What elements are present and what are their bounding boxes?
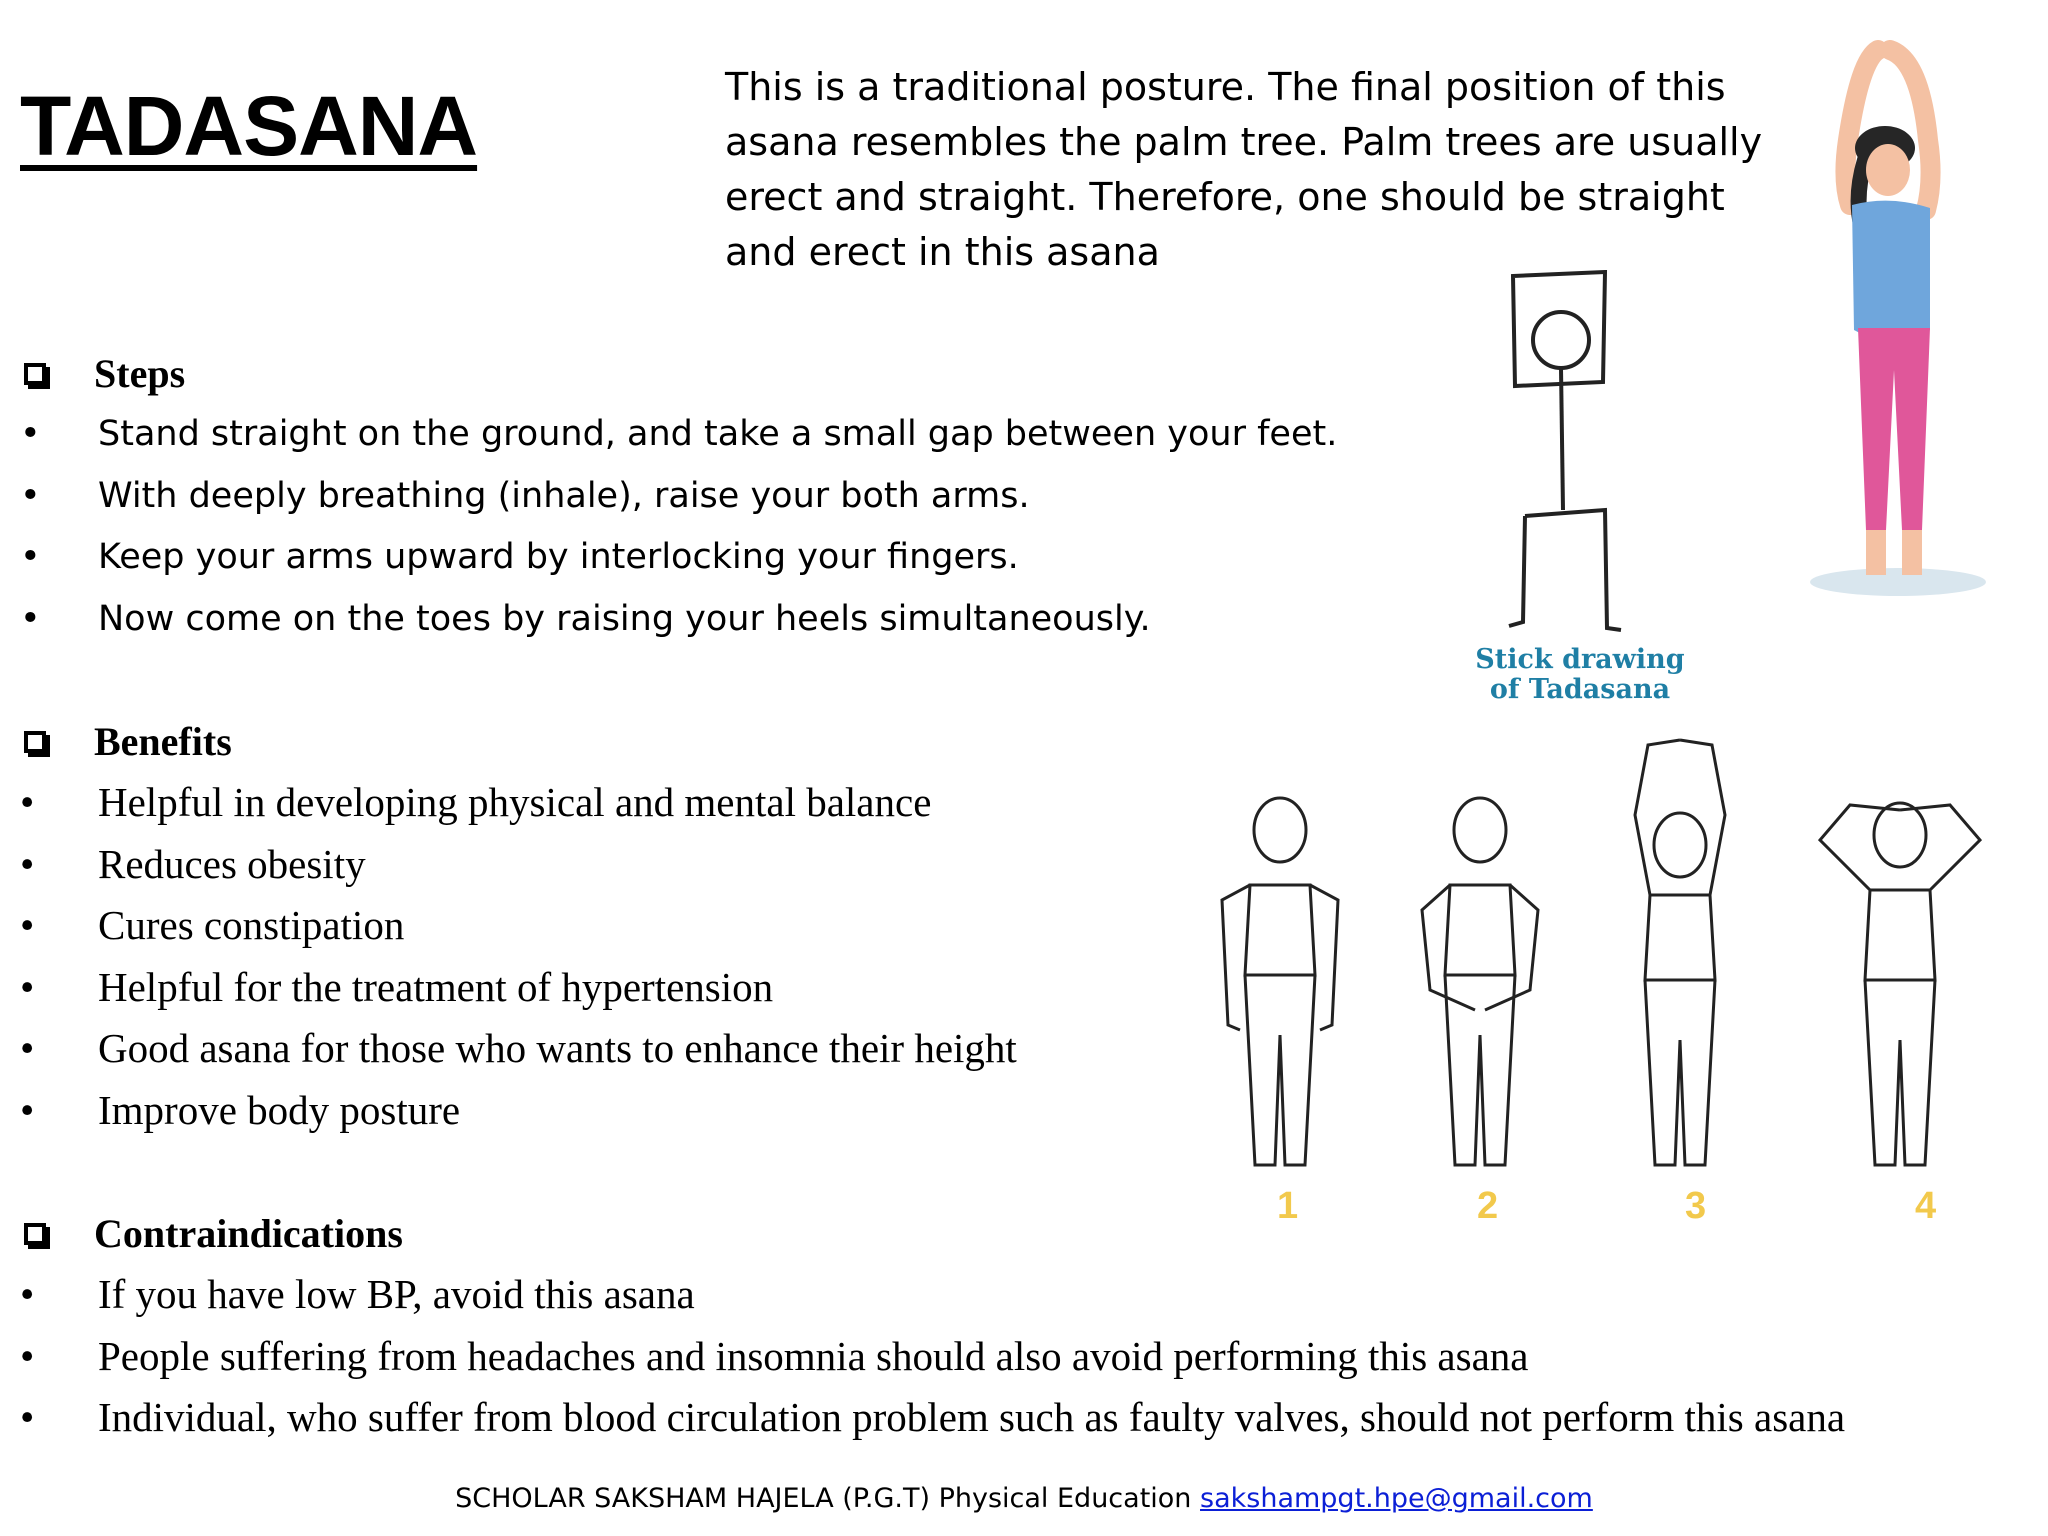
benefits-list bbox=[20, 772, 1017, 1141]
checkbox-bullet-icon bbox=[24, 363, 46, 385]
bullet-icon: • bbox=[20, 963, 35, 1010]
contraindications-heading-label: Contraindications bbox=[94, 1211, 403, 1256]
benefits-heading bbox=[20, 718, 232, 766]
list-item: • Stand straight on the ground, and take a small gap between your feet. bbox=[20, 404, 1337, 466]
posture-number-3: 3 bbox=[1685, 1185, 1707, 1227]
bullet-icon: • bbox=[20, 414, 41, 454]
list-item: • Keep your arms upward by interlocking your fingers. bbox=[20, 527, 1337, 589]
list-item: • Good asana for those who wants to enhance their height bbox=[20, 1018, 1017, 1080]
contraindications-list bbox=[20, 1264, 1845, 1449]
posture-figure-1 bbox=[1222, 798, 1338, 1165]
posture-figure-3 bbox=[1635, 740, 1725, 1165]
list-item: • Helpful in developing physical and mental balance bbox=[20, 772, 1017, 834]
posture-sequence-drawings bbox=[1200, 735, 2040, 1180]
bullet-icon: • bbox=[20, 779, 35, 825]
bullet-icon: • bbox=[20, 598, 41, 639]
bullet-icon: • bbox=[20, 1332, 35, 1379]
footer-credit bbox=[0, 1483, 2048, 1514]
bullet-icon: • bbox=[20, 1025, 35, 1071]
list-item: • Now come on the toes by raising your heels simultaneously. bbox=[20, 589, 1337, 651]
benefits-heading-label: Benefits bbox=[94, 719, 232, 764]
footer-text: SCHOLAR SAKSHAM HAJELA (P.G.T) Physical Education bbox=[455, 1483, 1201, 1514]
yoga-woman-illustration bbox=[1790, 30, 2010, 600]
list-item: • Reduces obesity bbox=[20, 834, 1017, 896]
list-item: • Helpful for the treatment of hypertension bbox=[20, 957, 1017, 1019]
bullet-icon: • bbox=[20, 1086, 35, 1133]
bullet-icon: • bbox=[20, 1271, 35, 1317]
footer-email-link[interactable]: sakshampgt.hpe@gmail.com bbox=[1200, 1483, 1593, 1514]
list-item: • Individual, who suffer from blood circulation problem such as faulty valves, should not perform this asana bbox=[20, 1387, 1845, 1449]
steps-heading bbox=[20, 350, 185, 398]
list-item: • Improve body posture bbox=[20, 1080, 1017, 1142]
bullet-icon: • bbox=[20, 1394, 35, 1440]
posture-number-1: 1 bbox=[1277, 1185, 1299, 1227]
list-item: • If you have low BP, avoid this asana bbox=[20, 1264, 1845, 1326]
stick-drawing-caption: Stick drawing of Tadasana bbox=[1475, 644, 1685, 705]
steps-list bbox=[20, 404, 1337, 650]
posture-number-2: 2 bbox=[1477, 1185, 1499, 1227]
checkbox-bullet-icon bbox=[24, 731, 46, 753]
bullet-icon: • bbox=[20, 537, 41, 577]
posture-number-4: 4 bbox=[1915, 1185, 1937, 1227]
list-item: • Cures constipation bbox=[20, 895, 1017, 957]
page-title: TADASANA bbox=[20, 79, 478, 173]
stick-figure-drawing bbox=[1495, 270, 1675, 640]
bullet-icon: • bbox=[20, 475, 41, 516]
list-item: • People suffering from headaches and insomnia should also avoid performing this asana bbox=[20, 1326, 1845, 1388]
posture-figure-2 bbox=[1422, 798, 1538, 1165]
posture-figure-4 bbox=[1820, 803, 1980, 1165]
steps-heading-label: Steps bbox=[94, 351, 186, 396]
bullet-icon: • bbox=[20, 840, 35, 887]
contraindications-heading bbox=[20, 1210, 403, 1258]
bullet-icon: • bbox=[20, 902, 35, 948]
intro-paragraph: This is a traditional posture. The final position of this asana resembles the palm tree. Palm trees are usually erect and straight. Therefore, one should be straight and erect in this asana bbox=[725, 65, 1763, 274]
checkbox-bullet-icon bbox=[24, 1223, 46, 1245]
list-item: • With deeply breathing (inhale), raise your both arms. bbox=[20, 466, 1337, 528]
